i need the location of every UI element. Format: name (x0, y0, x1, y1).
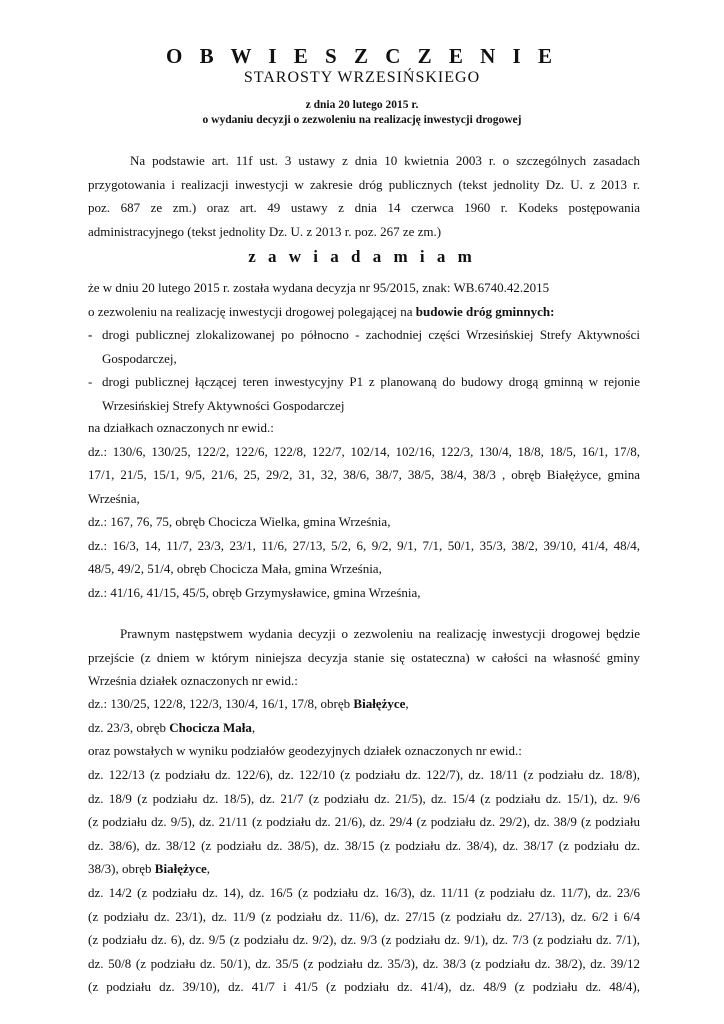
document-issuer: STAROSTY WRZESIŃSKIEGO (243, 69, 481, 86)
road-item-line: drogi publicznej łączącej teren inwestycyjny P1 z planowaną do budowy drogą gminną w rejonie (102, 374, 640, 389)
subdivision-line: (z podziału dz. 6), dz. 9/5 (z podziału dz. 9/2), dz. 9/3 (z podziału dz. 9/1), dz. 7/3 (z podziału dz. 7/1), (88, 932, 640, 947)
subdivision-line-text: 38/3), obręb (88, 861, 155, 876)
transfer-line (88, 716, 640, 740)
subdivision-line: dz. 38/6), dz. 38/12 (z podziału dz. 38/5), dz. 38/15 (z podziału dz. 38/4), dz. 38/17 (z podziału dz. (88, 837, 640, 853)
parcel-line: dz.: 167, 76, 75, obręb Chocicza Wielka, gmina Września, (88, 514, 391, 529)
consequence-line: przejście (z dniem w którym niniejsza decyzja stanie się ostateczna) w całości na własność gminy (88, 649, 640, 665)
transfer-line-suffix: , (251, 719, 256, 735)
road-item (88, 370, 640, 417)
decision-subject-bold: budowie dróg gminnych: (415, 303, 555, 319)
precinct-bold: Chocicza Mała (169, 719, 252, 735)
parcel-line: dz.: 130/6, 130/25, 122/2, 122/6, 122/8, 122/7, 102/14, 102/16, 122/3, 130/4, 18/8, 18/5, 16/1, 17/8, (88, 443, 640, 459)
road-item-line: drogi publicznej zlokalizowanej po północno - zachodniej części Wrzesińskiej Strefy Aktywności (102, 327, 640, 342)
consequence-line: Prawnym następstwem wydania decyzji o zezwoleniu na realizację inwestycji drogowej będzie (120, 626, 640, 641)
parcel-line: 48/5, 49/2, 51/4, obręb Chocicza Mała, gmina Września, (88, 561, 382, 576)
decision-line-text: o zezwoleniu na realizację inwestycji drogowej polegającej na (88, 303, 416, 319)
intro-line: Na podstawie art. 11f ust. 3 ustawy z dnia 10 kwietnia 2003 r. o szczególnych zasadach (130, 153, 640, 168)
consequence-paragraph (88, 622, 640, 693)
intro-line: administracyjnego (tekst jednolity Dz. U. z 2013 r. poz. 267 ze zm.) (88, 223, 442, 239)
road-item-line: Wrzesińskiej Strefy Aktywności Gospodarczej (102, 397, 345, 413)
intro-line: przygotowania i realizacji inwestycji w zakresie dróg publicznych (tekst jednolity Dz. U. z 2013 r. (88, 176, 640, 192)
document-title: O B W I E S Z C Z E N I E (166, 44, 558, 68)
precinct-bold: Białężyce (154, 861, 207, 876)
subdivision-line: dz. 50/8 (z podziału dz. 50/1), dz. 35/5 (z podziału dz. 35/3), dz. 38/3 (z podziału dz. 38/2), dz. 39/12 (88, 955, 640, 971)
transfer-list (88, 692, 640, 763)
decision-line: że w dniu 20 lutego 2015 r. została wydana decyzja nr 95/2015, znak: WB.6740.42.2015 (88, 280, 550, 295)
document-date: z dnia 20 lutego 2015 r. (305, 99, 419, 111)
subdivision-list-chocicza (88, 881, 640, 999)
document-subject: o wydaniu decyzji o zezwoleniu na realizację inwestycji drogowej (202, 114, 522, 126)
subdivision-line (88, 857, 640, 881)
transfer-line-suffix: , (405, 696, 409, 711)
transfer-line-text: dz.: 130/25, 122/8, 122/3, 130/4, 16/1, 17/8, obręb (88, 696, 354, 711)
subdivision-line-suffix: , (206, 861, 211, 876)
subdivision-line: (z podziału dz. 39/10), dz. 41/7 i 41/5 (z podziału dz. 41/4), dz. 48/9 (z podziału dz. 48/4), (88, 979, 640, 994)
subdivision-line: (z podziału dz. 23/1), dz. 11/9 (z podziału dz. 11/6), dz. 27/15 (z podziału dz. 27/13), dz. 6/2 i 6/4 (88, 908, 640, 924)
zawiadamiam-heading: z a w i a d a m i a m (248, 247, 476, 266)
precinct-bold: Białężyce (353, 696, 406, 711)
parcels-intro: na działkach oznaczonych nr ewid.: (88, 420, 274, 435)
subdivision-line: dz. 18/9 (z podziału dz. 18/5), dz. 21/7 (z podziału dz. 21/5), dz. 15/4 (z podziału dz. 15/1), dz. 9/6 (88, 790, 640, 806)
list-dash: - (88, 374, 93, 389)
subdivision-line: dz. 122/13 (z podziału dz. 122/6), dz. 122/10 (z podziału dz. 122/7), dz. 18/11 (z podziału dz. 18/8), (88, 767, 640, 782)
subdivision-line: dz. 14/2 (z podziału dz. 14), dz. 16/5 (z podziału dz. 16/3), dz. 11/11 (z podziału dz. 11/7), dz. 23/6 (88, 885, 640, 900)
parcel-line: 17/1, 21/5, 15/1, 9/5, 21/6, 25, 29/2, 31, 32, 38/6, 38/7, 38/5, 38/4, 38/3 , obręb Białężyce, gmina (88, 467, 640, 482)
list-dash: - (88, 327, 93, 342)
subdivision-line: (z podziału dz. 9/5), dz. 21/11 (z podziału dz. 21/6), dz. 29/4 (z podziału dz. 29/2), dz. 38/9 (z podziału (88, 814, 640, 829)
parcels-list (88, 416, 640, 604)
road-item-line: Gospodarczej, (102, 350, 177, 366)
parcel-line: dz.: 16/3, 14, 11/7, 23/3, 23/1, 11/6, 27/13, 5/2, 6, 9/2, 9/1, 7/1, 50/1, 35/3, 38/2, 39/10, 41/4, 48/4, (88, 537, 640, 553)
subdivision-list-bialezyce (88, 763, 640, 881)
transfer-line (88, 692, 640, 716)
intro-paragraph (88, 149, 640, 243)
decision-paragraph (88, 276, 640, 323)
transfer-line-text: dz. 23/3, obręb (88, 719, 170, 735)
parcel-line: dz.: 41/16, 41/15, 45/5, obręb Grzymysławice, gmina Września, (88, 584, 421, 600)
decision-line (88, 300, 640, 324)
transfer-line: oraz powstałych w wyniku podziałów geodezyjnych działek oznaczonych nr ewid.: (88, 743, 522, 758)
parcel-line: Września, (88, 490, 140, 506)
consequence-line: Września działek oznaczonych nr ewid.: (88, 673, 298, 688)
road-item (88, 323, 640, 370)
intro-line: poz. 687 ze zm.) oraz art. 49 ustawy z dnia 14 czerwca 1960 r. Kodeks postępowania (88, 200, 640, 215)
